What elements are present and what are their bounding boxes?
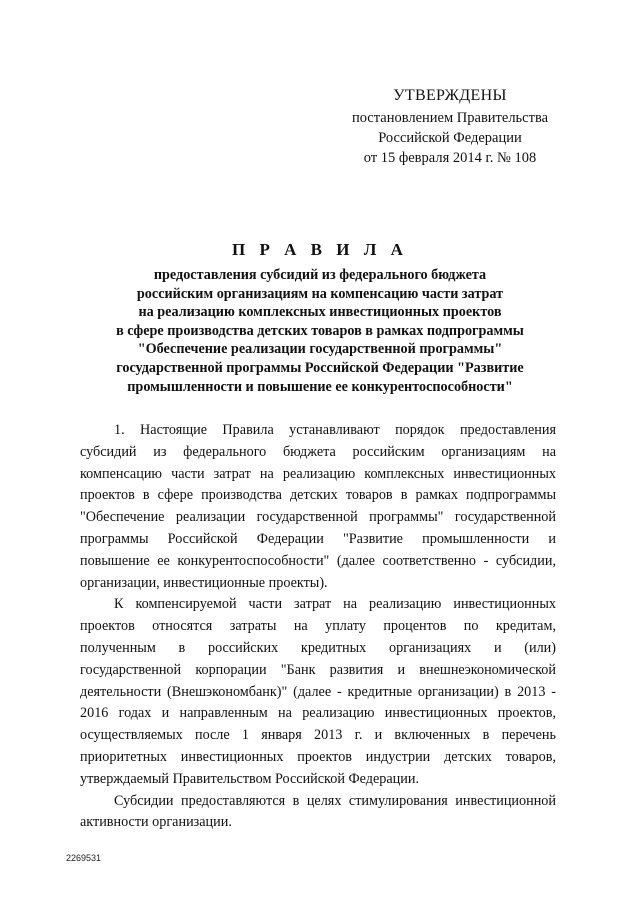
document-subtitle-line: государственной программы Российской Федерации "Развитие [116, 359, 524, 376]
paragraph-line: проектов в сфере производства детских товаров в рамках подпрограммы [80, 487, 556, 504]
paragraph-line: компенсацию части затрат на реализацию комплексных инвестиционных [80, 465, 556, 482]
approval-line: Российской Федерации [378, 130, 522, 146]
paragraph-line: деятельности (Внешэкономбанк)" (далее - кредитные организации) в 2013 - [80, 683, 556, 700]
paragraph-line: программы Российской Федерации "Развитие промышленности и [80, 530, 556, 547]
paragraph-line: Субсидии предоставляются в целях стимулирования инвестиционной [114, 792, 556, 809]
document-subtitle-line: в сфере производства детских товаров в рамках подпрограммы [116, 322, 524, 339]
paragraph-line: полученным в российских кредитных организациях и (или) [80, 639, 556, 656]
document-subtitle-line: промышленности и повышение ее конкурентоспособности" [127, 378, 513, 395]
paragraph-line: организации, инвестиционные проекты). [80, 574, 328, 591]
document-subtitle-line: российским организациям на компенсацию части затрат [136, 285, 504, 302]
document-body [80, 420, 556, 834]
paragraph-1 [80, 420, 556, 594]
paragraph-line: осуществляемых после 1 января 2013 г. и включенных в перечень [80, 727, 556, 744]
document-subtitle-line: на реализацию комплексных инвестиционных проектов [138, 304, 502, 321]
document-heading [60, 240, 580, 396]
paragraph-line: 1. Настоящие Правила устанавливают порядок предоставления [114, 422, 556, 438]
document-subtitle-line: "Обеспечение реализации государственной программы" [137, 341, 503, 358]
document-subtitle-line: предоставления субсидий из федерального бюджета [153, 267, 487, 283]
paragraph-line: приоритетных инвестиционных проектов индустрии детских товаров, [80, 748, 556, 765]
approval-line: постановлением Правительства [351, 110, 549, 126]
paragraph-line: утверждаемый Правительством Российской Федерации. [80, 770, 420, 787]
paragraph-line: государственной корпорации "Банк развития и внешнеэкономической [80, 661, 556, 678]
approval-line: от 15 февраля 2014 г. № 108 [363, 150, 537, 166]
paragraph-line: К компенсируемой части затрат на реализацию инвестиционных [114, 596, 556, 613]
paragraph-line: субсидий из федерального бюджета российским организациям на [80, 443, 556, 460]
paragraph-line: "Обеспечение реализации государственной программы" государственной [80, 509, 556, 526]
approval-title: УТВЕРЖДЕНЫ [393, 87, 507, 104]
paragraph-line: активности организации. [80, 814, 232, 831]
document-title: П Р А В И Л А [232, 240, 408, 259]
approval-stamp [320, 86, 580, 168]
paragraph-2 [80, 594, 556, 790]
document-code: 2269531 [66, 853, 102, 863]
paragraph-line: проектов относятся затраты на уплату процентов по кредитам, [80, 618, 556, 635]
paragraph-line: 2016 годах и направленным на реализацию инвестиционных проектов, [80, 705, 556, 722]
paragraph-3 [80, 791, 556, 835]
paragraph-line: повышение ее конкурентоспособности" (далее соответственно - субсидии, [80, 552, 556, 569]
